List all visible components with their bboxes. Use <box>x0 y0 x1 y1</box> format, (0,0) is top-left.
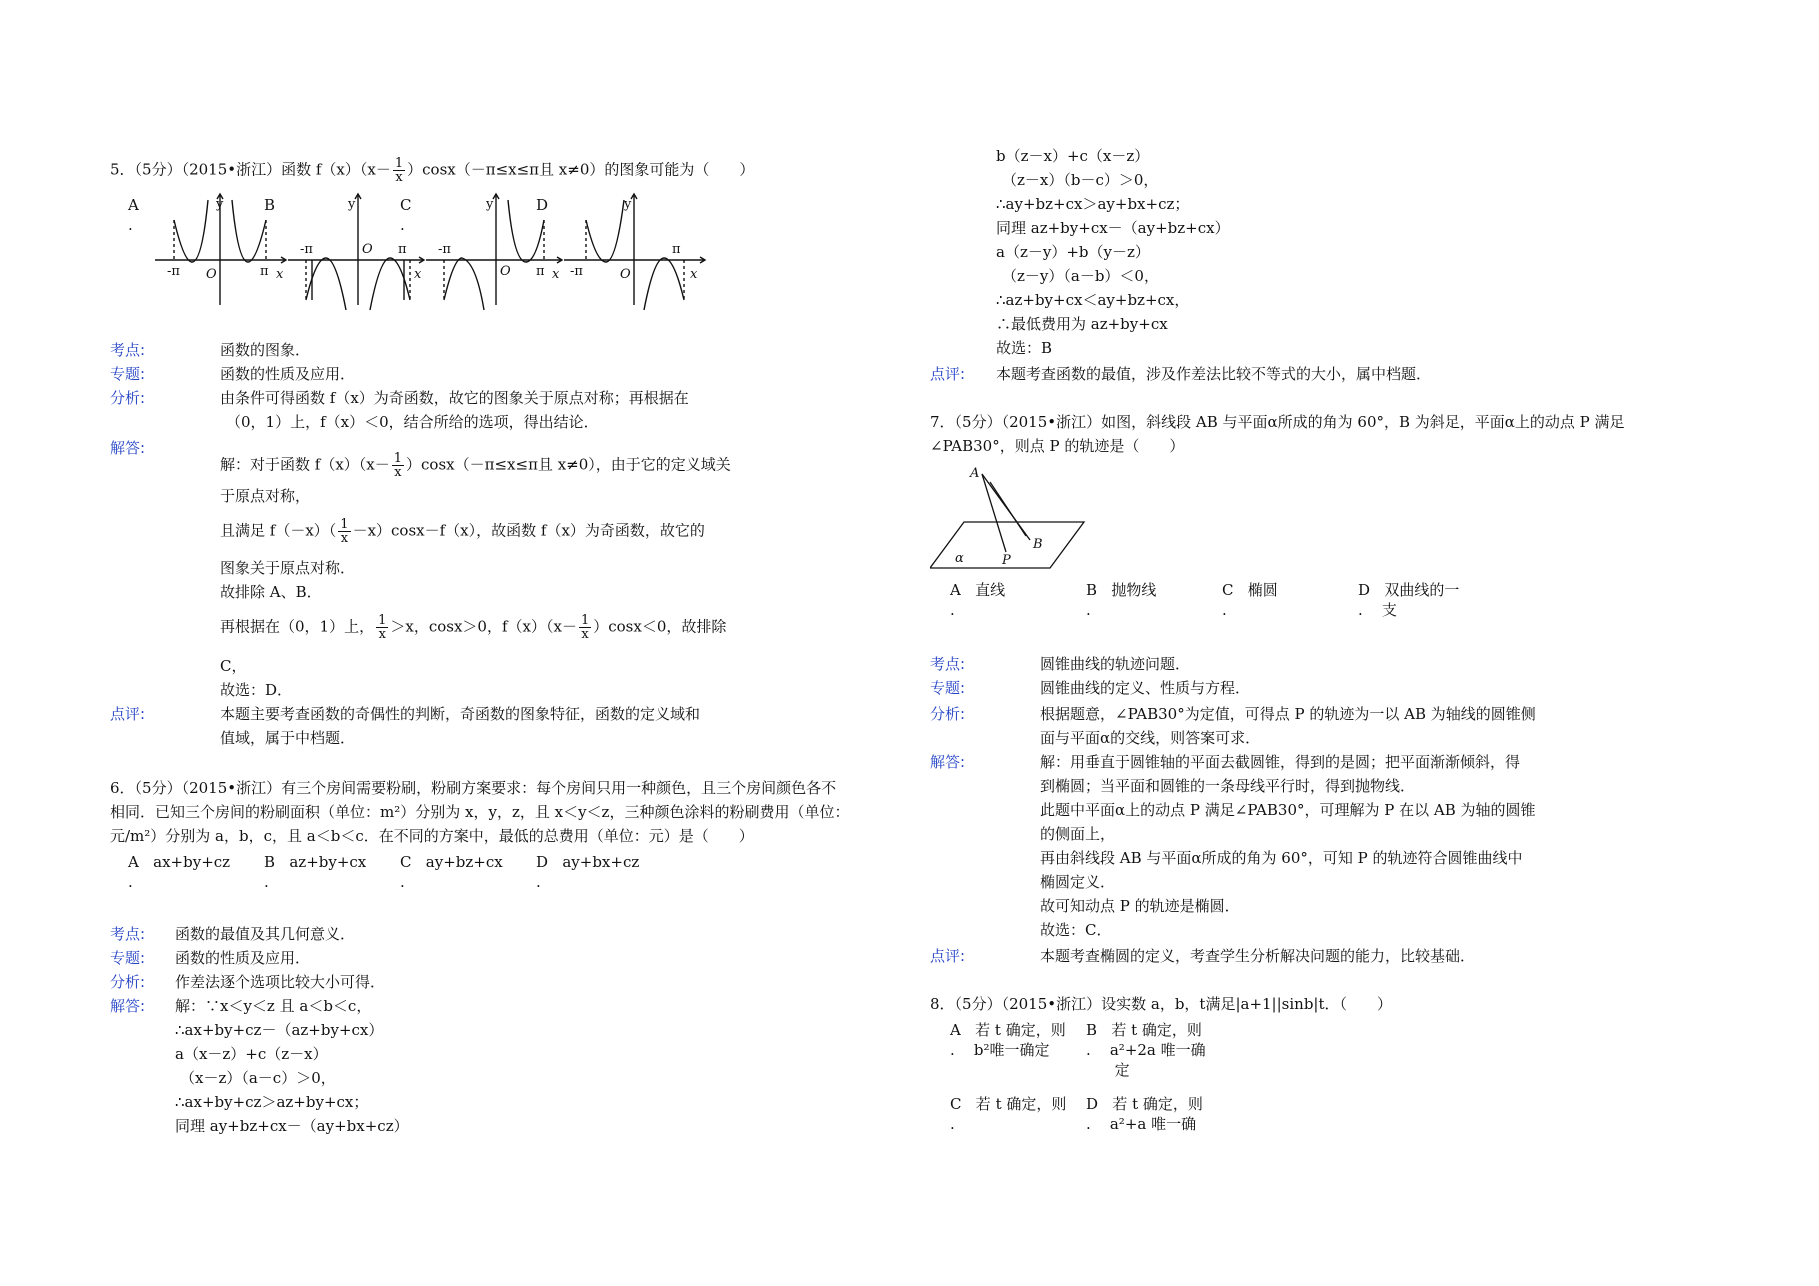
fig-label-b: B <box>1033 537 1043 552</box>
q8-option-d[interactable]: D 若 t 确定，则 . a²+a 唯一确 <box>1086 1095 1203 1133</box>
q5-option-b[interactable]: B <box>264 196 276 214</box>
q6-dianping-label: 点评: <box>930 365 966 383</box>
q7-fenxi-label: 分析: <box>930 705 966 723</box>
q6-option-a[interactable]: A ax+by+cz . <box>128 853 231 891</box>
q7-jieda-1: 解：用垂直于圆锥轴的平面去截圆锥，得到的是圆；把平面渐渐倾斜，得 <box>1040 753 1521 771</box>
q7-kaodian-label: 考点: <box>930 655 966 673</box>
q7-option-a[interactable]: A 直线 . <box>950 581 1006 619</box>
graph-c-neg-pi: -π <box>438 242 451 257</box>
graph-d-y-label: y <box>624 197 632 212</box>
q5-dianping-2: 值域，属于中档题． <box>220 729 356 747</box>
q5-fenxi-1: 由条件可得函数 f（x）为奇函数，故它的图象关于原点对称；再根据在 <box>220 389 689 407</box>
graph-a-y-label: y <box>216 197 224 212</box>
graph-c-x-label: x <box>552 267 560 282</box>
graph-a-neg-pi: -π <box>167 264 180 279</box>
q6-stem-3: 元/m²）分别为 a，b，c，且 a＜b＜c．在不同的方案中，最低的总费用（单位：元）是（ ） <box>110 827 754 845</box>
q7-zhuanti: 圆锥曲线的定义、性质与方程． <box>1040 679 1251 697</box>
q8-stem: 8．（5分）（2015•浙江）设实数 a，b，t满足|a+1||sinb|t．（ ） <box>930 995 1393 1013</box>
q7-option-c[interactable]: C 椭圆 . <box>1222 581 1278 619</box>
segment-inner <box>990 482 1026 536</box>
q6-kaodian-label: 考点: <box>110 925 146 943</box>
q6-jieda-1: 解：∵x＜y＜z 且 a＜b＜c， <box>175 997 372 1015</box>
segment-ap <box>982 474 1006 552</box>
q5-stem-fraction: $\frac{1}{x}$ <box>394 156 404 185</box>
left-column <box>0 0 850 1286</box>
q5-dianping-1: 本题主要考查函数的奇偶性的判断，奇函数的图象特征，函数的定义域和 <box>220 705 701 723</box>
q6-option-b[interactable]: B az+by+cx . <box>264 853 367 891</box>
q8-option-c[interactable]: C 若 t 确定，则 . <box>950 1095 1067 1133</box>
q8-option-a[interactable]: A 若 t 确定，则 . b²唯一确定 <box>950 1021 1066 1059</box>
q7-dianping-label: 点评: <box>930 947 966 965</box>
q7-jieda-2: 到椭圆；当平面和圆锥的一条母线平行时，得到抛物线． <box>1040 777 1416 795</box>
right-column <box>910 0 1730 1286</box>
q5-jieda-3: 且满足 f（－x）（ $\frac{1}{x}$ －x）cosx－f（x），故函数 f（x）为奇函数，故它的 <box>220 517 705 546</box>
q6-jieda-3: a（x－z）+c（z－x） <box>175 1045 328 1063</box>
graph-b-y-label: y <box>348 197 356 212</box>
q5-fenxi-2: （0，1）上，f（x）＜0，结合所给的选项，得出结论． <box>226 413 599 431</box>
q7-option-d[interactable]: D 双曲线的一 . 支 <box>1358 581 1460 619</box>
q6-zhuanti-label: 专题: <box>110 949 146 967</box>
graph-c-y-label: y <box>486 197 494 212</box>
q5-stem <box>110 157 754 184</box>
q5-jieda-8: 故选：D． <box>220 681 293 699</box>
q7-jieda-4: 的侧面上， <box>1040 825 1116 843</box>
graph-d-x-label: x <box>690 267 698 282</box>
q5-zhuanti: 函数的性质及应用． <box>220 365 356 383</box>
graph-b-origin: O <box>362 242 373 257</box>
q6-cont-2: （z－x）（b－c）＞0， <box>1002 171 1159 189</box>
q7-stem-2: ∠PAB30°，则点 P 的轨迹是（ ） <box>930 437 1185 455</box>
q6-fenxi-label: 分析: <box>110 973 146 991</box>
graph-b-pi: π <box>398 242 407 257</box>
q5-jieda-2: 于原点对称， <box>220 487 311 505</box>
q6-dianping: 本题考查函数的最值，涉及作差法比较不等式的大小，属中档题． <box>996 365 1432 383</box>
graph-b-neg-pi: -π <box>300 242 313 257</box>
q6-cont-9: 故选：B <box>996 339 1053 357</box>
graph-d-pi: π <box>672 242 681 257</box>
q6-jieda-6: 同理 ay+bz+cx－（ay+bx+cz） <box>175 1117 409 1135</box>
q7-option-b[interactable]: B 抛物线 . <box>1086 581 1157 619</box>
q6-option-d[interactable]: D ay+bx+cz . <box>536 853 640 891</box>
graph-c-origin: O <box>500 264 511 279</box>
q5-stem-pre: 5．（5分）（2015•浙江）函数 f（x）（x－ <box>110 160 391 179</box>
q5-kaodian: 函数的图象． <box>220 341 311 359</box>
q5-jieda-1: 解：对于函数 f（x）（x－ $\frac{1}{x}$ ）cosx（－π≤x≤π且 x≠0），由于它的定义域关 <box>220 451 731 480</box>
q7-stem-1: 7．（5分）（2015•浙江）如图，斜线段 AB 与平面α所成的角为 60°，B 为斜足，平面α上的动点 P 满足 <box>930 413 1625 431</box>
q7-jieda-3: 此题中平面α上的动点 P 满足∠PAB30°，可理解为 P 在以 AB 为轴的圆锥 <box>1040 801 1536 819</box>
q5-option-graphs <box>150 190 710 315</box>
q6-cont-8: ∴最低费用为 az+by+cx <box>996 315 1168 333</box>
q5-stem-post: ）cosx（－π≤x≤π且 x≠0）的图象可能为（ ） <box>407 160 755 179</box>
q6-fenxi: 作差法逐个选项比较大小可得． <box>175 973 386 991</box>
fig-label-p: P <box>1002 553 1011 568</box>
q7-jieda-label: 解答: <box>930 753 966 771</box>
graph-d <box>564 194 705 310</box>
q7-jieda-6: 椭圆定义． <box>1040 873 1116 891</box>
q6-jieda-5: ∴ax+by+cz＞az+by+cx； <box>175 1093 369 1111</box>
graph-d-neg-pi: -π <box>570 264 583 279</box>
q6-cont-5: a（z－y）+b（y－z） <box>996 243 1150 261</box>
q6-cont-3: ∴ay+bz+cx＞ay+bx+cz； <box>996 195 1190 213</box>
q5-jieda-5: 故排除 A、B． <box>220 583 322 601</box>
q5-jieda-label: 解答: <box>110 439 146 457</box>
fig-label-alpha: α <box>955 551 964 566</box>
q5-kaodian-label: 考点: <box>110 341 146 359</box>
q6-cont-1: b（z－x）+c（x－z） <box>996 147 1150 165</box>
q5-dianping-label: 点评: <box>110 705 146 723</box>
q5-option-d[interactable]: D <box>536 196 549 214</box>
q7-zhuanti-label: 专题: <box>930 679 966 697</box>
q7-jieda-7: 故可知动点 P 的轨迹是椭圆． <box>1040 897 1240 915</box>
q7-figure <box>930 462 1090 572</box>
q6-cont-7: ∴az+by+cx＜ay+bz+cx， <box>996 291 1190 309</box>
q6-jieda-4: （x－z）（a－c）＞0， <box>180 1069 336 1087</box>
q5-option-a[interactable]: A . <box>128 196 139 234</box>
q5-zhuanti-label: 专题: <box>110 365 146 383</box>
q7-fenxi-2: 面与平面α的交线，则答案可求． <box>1040 729 1261 747</box>
q6-jieda-2: ∴ax+by+cz－（az+by+cx） <box>175 1021 384 1039</box>
q8-option-b[interactable]: B 若 t 确定，则 . a²+2a 唯一确 定 <box>1086 1021 1206 1079</box>
q5-jieda-7: C， <box>220 657 247 675</box>
q6-kaodian: 函数的最值及其几何意义． <box>175 925 356 943</box>
q6-cont-6: （z－y）（a－b）＜0， <box>1002 267 1159 285</box>
fig-label-a: A <box>970 466 980 481</box>
q6-jieda-label: 解答: <box>110 997 146 1015</box>
q5-jieda-6: 再根据在（0，1）上， $\frac{1}{x}$ ＞x，cosx＞0，f（x）（x－ $\frac{1}{x}$ ）cosx＜0，故排除 <box>220 613 727 642</box>
graph-a-origin: O <box>206 267 217 282</box>
q7-fenxi-1: 根据题意，∠PAB30°为定值，可得点 P 的轨迹为一以 AB 为轴线的圆锥侧 <box>1040 705 1536 723</box>
graph-d-origin: O <box>620 267 631 282</box>
graph-c-pi: π <box>536 264 545 279</box>
q5-fenxi-label: 分析: <box>110 389 146 407</box>
graph-b-x-label: x <box>414 267 422 282</box>
q6-cont-4: 同理 az+by+cx－（ay+bz+cx） <box>996 219 1230 237</box>
q7-jieda-8: 故选：C． <box>1040 921 1112 939</box>
q6-stem-2: 相同．已知三个房间的粉刷面积（单位：m²）分别为 x，y，z，且 x＜y＜z，三种颜色涂料的粉刷费用（单位： <box>110 803 850 821</box>
graph-a-x-label: x <box>276 267 284 282</box>
q6-stem-1: 6．（5分）（2015•浙江）有三个房间需要粉刷，粉刷方案要求：每个房间只用一种颜色，且三个房间颜色各不 <box>110 779 837 797</box>
q6-option-c[interactable]: C ay+bz+cx . <box>400 853 503 891</box>
q7-jieda-5: 再由斜线段 AB 与平面α所成的角为 60°，可知 P 的轨迹符合圆锥曲线中 <box>1040 849 1523 867</box>
q5-jieda-4: 图象关于原点对称． <box>220 559 356 577</box>
q7-kaodian: 圆锥曲线的轨迹问题． <box>1040 655 1191 673</box>
q7-dianping: 本题考查椭圆的定义，考查学生分析解决问题的能力，比较基础． <box>1040 947 1476 965</box>
q5-option-c[interactable]: C . <box>400 196 412 234</box>
graph-a-pi: π <box>260 264 269 279</box>
q6-zhuanti: 函数的性质及应用． <box>175 949 311 967</box>
